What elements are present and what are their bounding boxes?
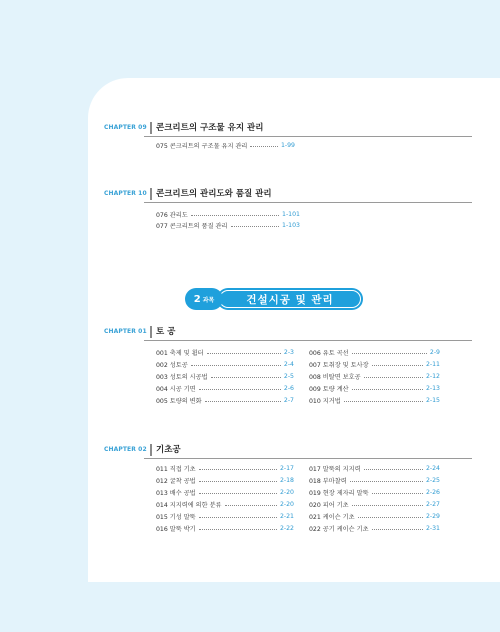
leader-dots xyxy=(352,389,423,390)
chapter-title: 콘크리트의 구조물 유지 관리 xyxy=(156,123,264,133)
toc-entry-label: 010 지거법 xyxy=(309,397,341,405)
chapter-label: CHAPTER 01 xyxy=(104,328,147,335)
toc-entry[interactable] xyxy=(309,486,440,498)
leader-dots xyxy=(364,469,423,470)
toc-entry[interactable] xyxy=(309,510,440,522)
toc-entry[interactable] xyxy=(156,394,294,406)
toc-entry-label: 016 말뚝 박기 xyxy=(156,525,196,533)
leader-dots xyxy=(199,517,277,518)
toc-entry[interactable] xyxy=(309,522,440,534)
toc-entry-label: 015 기성 말뚝 xyxy=(156,513,196,521)
leader-dots xyxy=(372,493,423,494)
toc-entry-page: 2-6 xyxy=(283,384,294,392)
toc-entry[interactable] xyxy=(309,346,440,358)
toc-entry-page: 2-21 xyxy=(279,512,294,520)
toc-entry-label: 014 지지력에 의한 분류 xyxy=(156,501,222,509)
toc-entry[interactable] xyxy=(309,358,440,370)
chapter-divider xyxy=(150,326,152,338)
toc-entry[interactable] xyxy=(156,382,294,394)
leader-dots xyxy=(372,529,423,530)
chapter-title: 기초공 xyxy=(156,445,181,455)
toc-entry[interactable] xyxy=(309,498,440,510)
chapter-label: CHAPTER 10 xyxy=(104,190,147,197)
leader-dots xyxy=(225,505,277,506)
toc-entry-page: 1-99 xyxy=(280,141,295,149)
toc-entry-label: 020 피어 기초 xyxy=(309,501,349,509)
toc-entry-page: 2-18 xyxy=(279,476,294,484)
toc-entry-label: 001 축제 및 휨터 xyxy=(156,349,204,357)
toc-entry-label: 003 성토의 시공법 xyxy=(156,373,208,381)
subject-title: 건설시공 및 관리 xyxy=(219,290,361,308)
toc-entry-label: 022 공기 케이슨 기초 xyxy=(309,525,369,533)
leader-dots xyxy=(350,481,423,482)
toc-entry-page: 2-24 xyxy=(425,464,440,472)
toc-entry-page: 2-20 xyxy=(279,500,294,508)
leader-dots xyxy=(352,353,427,354)
subject-banner xyxy=(185,288,363,310)
toc-entry-label: 018 부마찰력 xyxy=(309,477,347,485)
toc-entry-label: 005 토량의 변화 xyxy=(156,397,202,405)
toc-entry-page: 2-25 xyxy=(425,476,440,484)
toc-entry-page: 2-26 xyxy=(425,488,440,496)
leader-dots xyxy=(199,493,277,494)
toc-entry-page: 2-20 xyxy=(279,488,294,496)
toc-entry-label: 019 현장 제자리 말뚝 xyxy=(309,489,369,497)
leader-dots xyxy=(231,226,280,227)
leader-dots xyxy=(372,365,423,366)
toc-entry-page: 2-29 xyxy=(425,512,440,520)
chapter-divider xyxy=(150,188,152,200)
chapter-label: CHAPTER 09 xyxy=(104,124,147,131)
chapter-label: CHAPTER 02 xyxy=(104,446,147,453)
toc-entry-page: 2-5 xyxy=(283,372,294,380)
toc-entry[interactable] xyxy=(156,358,294,370)
toc-entry[interactable] xyxy=(309,474,440,486)
leader-dots xyxy=(250,146,278,147)
toc-entry-page: 2-27 xyxy=(425,500,440,508)
toc-entry-page: 2-31 xyxy=(425,524,440,532)
leader-dots xyxy=(199,481,277,482)
chapter-rule xyxy=(144,340,472,341)
toc-entry-label: 008 비탈면 보호공 xyxy=(309,373,361,381)
chapter-title: 토 공 xyxy=(156,327,176,337)
toc-entry-page: 2-11 xyxy=(425,360,440,368)
toc-entry-page: 2-15 xyxy=(425,396,440,404)
toc-entry[interactable] xyxy=(156,510,294,522)
toc-entry[interactable] xyxy=(156,139,295,151)
toc-entry[interactable] xyxy=(309,382,440,394)
toc-entry-label: 002 성토공 xyxy=(156,361,188,369)
leader-dots xyxy=(205,401,281,402)
subject-suffix: 과목 xyxy=(202,296,215,304)
toc-entry-page: 2-12 xyxy=(425,372,440,380)
toc-entry-page: 2-3 xyxy=(283,348,294,356)
leader-dots xyxy=(358,517,423,518)
toc-entry-page: 2-4 xyxy=(283,360,294,368)
toc-entry[interactable] xyxy=(309,462,440,474)
leader-dots xyxy=(207,353,281,354)
toc-entry-page: 2-22 xyxy=(279,524,294,532)
toc-entry-label: 017 말뚝의 지지력 xyxy=(309,465,361,473)
leader-dots xyxy=(211,377,281,378)
chapter-title: 콘크리트의 관리도와 품질 관리 xyxy=(156,189,272,199)
leader-dots xyxy=(199,469,277,470)
toc-entry[interactable] xyxy=(156,474,294,486)
toc-entry-label: 011 직접 기초 xyxy=(156,465,196,473)
leader-dots xyxy=(199,529,277,530)
chapter-rule xyxy=(144,136,472,137)
toc-entry-label: 013 배수 공법 xyxy=(156,489,196,497)
toc-entry-page: 1-103 xyxy=(282,221,300,229)
toc-entry-label: 009 토량 계산 xyxy=(309,385,349,393)
subject-number-badge xyxy=(185,288,223,310)
toc-entry[interactable] xyxy=(309,370,440,382)
toc-entry[interactable] xyxy=(156,219,300,231)
leader-dots xyxy=(191,365,281,366)
chapter-rule xyxy=(144,202,472,203)
toc-entry[interactable] xyxy=(156,370,294,382)
toc-entry[interactable] xyxy=(156,522,294,534)
toc-entry[interactable] xyxy=(156,346,294,358)
leader-dots xyxy=(191,215,279,216)
toc-entry-page: 2-9 xyxy=(429,348,440,356)
toc-entry-label: 006 유토 곡선 xyxy=(309,349,349,357)
toc-entry[interactable] xyxy=(309,394,440,406)
toc-entry-label: 007 토취장 및 토사장 xyxy=(309,361,369,369)
toc-entry-label: 075 콘크리트의 구조물 유지 관리 xyxy=(156,142,248,150)
leader-dots xyxy=(199,389,281,390)
toc-entry[interactable] xyxy=(156,486,294,498)
toc-entry[interactable] xyxy=(156,462,294,474)
leader-dots xyxy=(344,401,423,402)
toc-entry-label: 021 케이슨 기초 xyxy=(309,513,355,521)
toc-entry-page: 2-13 xyxy=(425,384,440,392)
chapter-divider xyxy=(150,122,152,134)
toc-entry-label: 004 시공 기면 xyxy=(156,385,196,393)
chapter-divider xyxy=(150,444,152,456)
chapter-rule xyxy=(144,458,472,459)
toc-entry-label: 012 굴착 공법 xyxy=(156,477,196,485)
toc-entry-label: 076 관리도 xyxy=(156,211,188,219)
toc-entry-label: 077 콘크리트의 품질 관리 xyxy=(156,222,228,230)
subject-number: 2 xyxy=(193,293,201,305)
toc-entry-page: 2-17 xyxy=(279,464,294,472)
leader-dots xyxy=(364,377,423,378)
leader-dots xyxy=(352,505,423,506)
toc-entry[interactable] xyxy=(156,498,294,510)
toc-entry-page: 2-7 xyxy=(283,396,294,404)
toc-entry-page: 1-101 xyxy=(282,210,300,218)
subject-title-pill xyxy=(217,288,363,310)
